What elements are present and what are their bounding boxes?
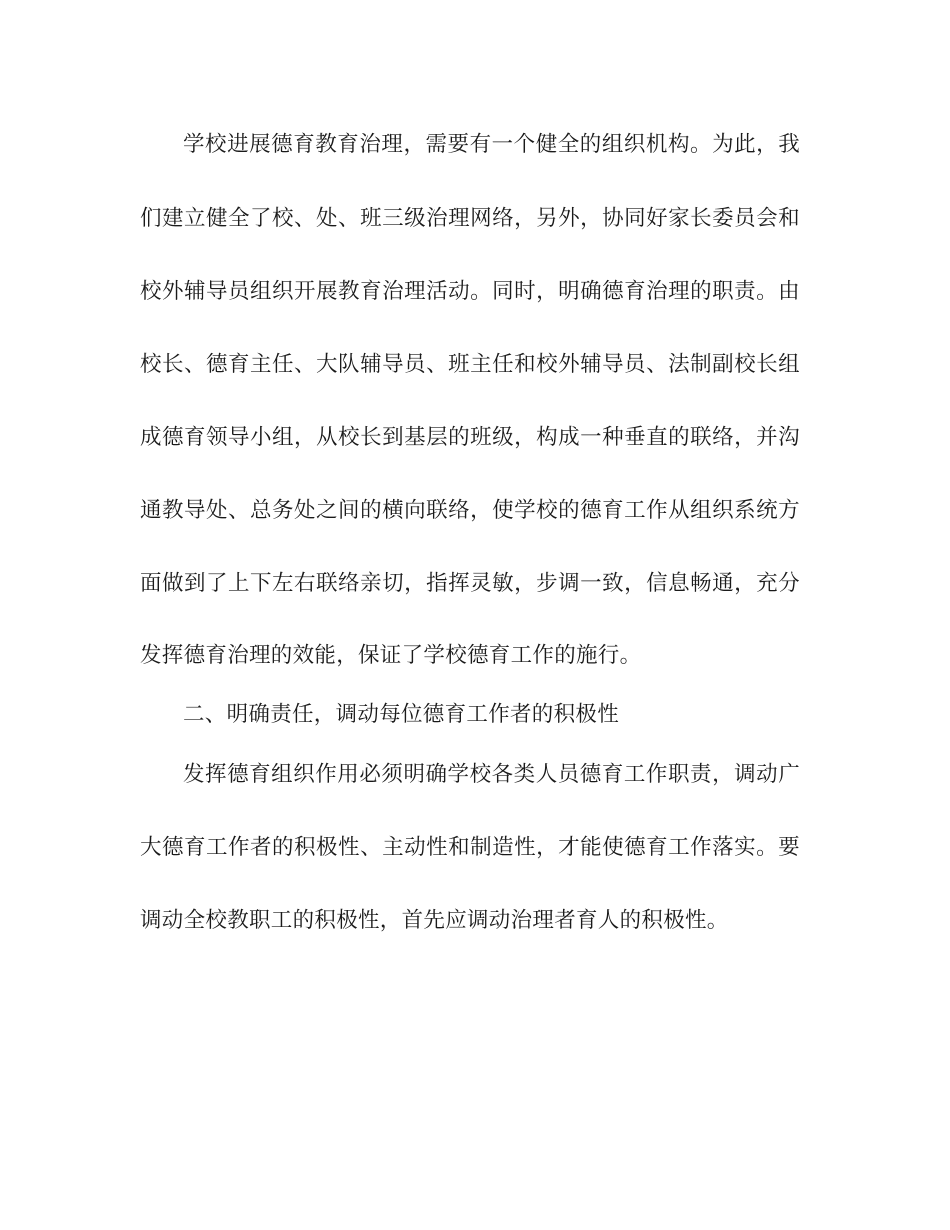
paragraph-2-line-3: 调动全校教职工的积极性，首先应调动治理者育人的积极性。 xyxy=(140,908,729,933)
paragraph-1-line-1: 学校进展德育教育治理，需要有一个健全的组织机构。为此，我 xyxy=(183,132,800,157)
paragraph-1-line-6: 通教导处、总务处之间的横向联络，使学校的德育工作从组织系统方 xyxy=(140,498,800,523)
paragraph-1-line-2: 们建立健全了校、处、班三级治理网络，另外，协同好家长委员会和 xyxy=(140,206,800,231)
paragraph-1-line-4: 校长、德育主任、大队辅导员、班主任和校外辅导员、法制副校长组 xyxy=(140,352,800,377)
paragraph-1-line-3: 校外辅导员组织开展教育治理活动。同时，明确德育治理的职责。由 xyxy=(140,279,800,304)
paragraph-2-line-1: 发挥德育组织作用必须明确学校各类人员德育工作职责，调动广 xyxy=(183,762,800,787)
paragraph-1-line-5: 成德育领导小组，从校长到基层的班级，构成一种垂直的联络，并沟 xyxy=(140,425,800,450)
paragraph-2-line-2: 大德育工作者的积极性、主动性和制造性，才能使德育工作落实。要 xyxy=(140,835,800,860)
paragraph-1-line-8: 发挥德育治理的效能，保证了学校德育工作的施行。 xyxy=(140,643,642,668)
paragraph-1-line-7: 面做到了上下左右联络亲切，指挥灵敏，步调一致，信息畅通，充分 xyxy=(140,571,800,596)
section-heading: 二、明确责任，调动每位德育工作者的积极性 xyxy=(183,702,620,727)
